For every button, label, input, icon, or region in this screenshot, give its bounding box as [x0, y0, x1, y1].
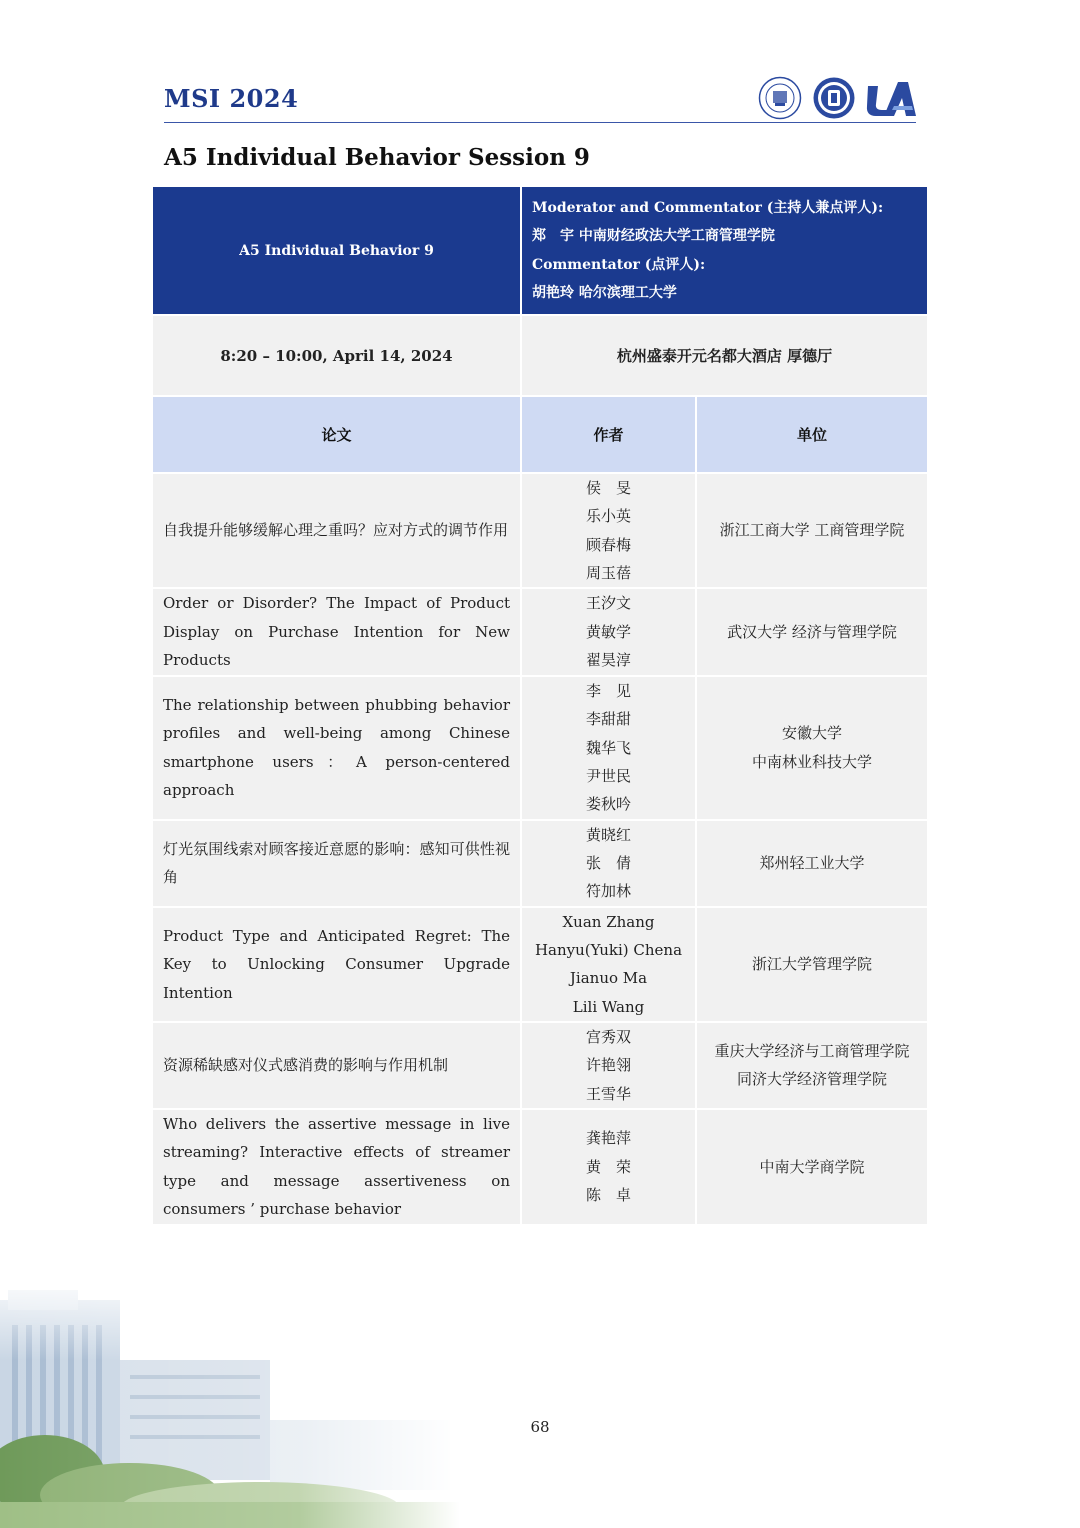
- unit-name: 重庆大学经济与工商管理学院: [714, 1041, 910, 1060]
- paper-unit: [697, 589, 927, 677]
- commentator-label: Commentator (点评人):: [532, 256, 706, 273]
- paper-unit: [697, 908, 927, 1023]
- author-name: 符加林: [585, 882, 631, 901]
- author-name: 宫秀双: [585, 1027, 631, 1046]
- moderator-info: [522, 187, 927, 316]
- author-name: 李甜甜: [585, 710, 631, 729]
- author-name: 翟昊淳: [585, 651, 631, 670]
- paper-title: 灯光氛围线索对顾客接近意愿的影响：感知可供性视角: [153, 821, 522, 908]
- paper-unit: [697, 821, 927, 908]
- author-name: Xuan Zhang: [562, 912, 655, 931]
- commentator-name: 胡艳玲 哈尔滨理工大学: [532, 285, 677, 301]
- session-time: 8:20 – 10:00, April 14, 2024: [153, 316, 522, 397]
- author-name: 顾春梅: [585, 535, 631, 554]
- paper-unit: [697, 677, 927, 821]
- paper-authors: [522, 677, 697, 821]
- column-header-paper: 论文: [153, 397, 522, 474]
- author-name: 黄晓红: [585, 825, 631, 844]
- author-name: 黄敏学: [585, 622, 631, 641]
- paper-unit: [697, 1023, 927, 1110]
- author-name: 魏华飞: [585, 738, 631, 757]
- unit-name: 浙江工商大学 工商管理学院: [719, 521, 905, 540]
- paper-title: Product Type and Anticipated Regret: The Key to Unlocking Consumer Upgrade Intention: [153, 908, 522, 1023]
- paper-title: Who delivers the assertive message in live streaming? Interactive effects of streamer type and message assertiveness on consumers ’ purchase behavior: [153, 1110, 522, 1226]
- unit-name: 郑州轻工业大学: [759, 853, 865, 872]
- unit-name: 同济大学经济管理学院: [736, 1070, 887, 1089]
- paper-authors: [522, 1110, 697, 1226]
- paper-title: Order or Disorder? The Impact of Product Display on Purchase Intention for New Products: [153, 589, 522, 677]
- session-schedule-table: [153, 187, 927, 1226]
- table-row: [153, 1023, 927, 1110]
- ua-logo-icon: [864, 76, 918, 120]
- unit-name: 中南大学商学院: [759, 1157, 865, 1176]
- author-name: 龚艳萍: [585, 1129, 631, 1148]
- paper-title: 自我提升能够缓解心理之重吗？应对方式的调节作用: [153, 474, 522, 589]
- author-name: 王雪华: [585, 1084, 631, 1103]
- table-row: [153, 589, 927, 677]
- author-name: Lili Wang: [572, 997, 645, 1016]
- unit-name: 武汉大学 经济与管理学院: [727, 622, 897, 641]
- session-info-row: [153, 187, 927, 316]
- author-name: Jianuo Ma: [569, 969, 648, 988]
- table-row: [153, 1110, 927, 1226]
- table-header-row: [153, 397, 927, 474]
- page-number: 68: [530, 1418, 550, 1436]
- session-name: A5 Individual Behavior 9: [153, 187, 522, 316]
- column-header-authors: 作者: [522, 397, 697, 474]
- author-name: 陈 卓: [585, 1186, 631, 1205]
- unit-name: 安徽大学: [781, 724, 842, 743]
- author-name: 王汐文: [585, 594, 631, 613]
- session-venue: 杭州盛泰开元名都大酒店 厚德厅: [522, 316, 927, 397]
- unit-name: 浙江大学管理学院: [751, 955, 872, 974]
- moderator-name: 郑 宇 中南财经政法大学工商管理学院: [532, 228, 775, 244]
- paper-authors: [522, 474, 697, 589]
- table-row: [153, 821, 927, 908]
- author-name: 张 倩: [585, 854, 631, 873]
- author-name: 侯 旻: [585, 479, 631, 497]
- header-divider: [164, 122, 916, 123]
- paper-authors: [522, 908, 697, 1023]
- author-name: 尹世民: [585, 766, 631, 785]
- unit-name: 中南林业科技大学: [751, 752, 872, 771]
- section-title: A5 Individual Behavior Session 9: [164, 144, 590, 171]
- paper-authors: [522, 821, 697, 908]
- paper-authors: [522, 589, 697, 677]
- paper-authors: [522, 1023, 697, 1110]
- page-header-title: MSI 2024: [164, 84, 299, 113]
- time-venue-row: [153, 316, 927, 397]
- author-name: 娄秋吟: [585, 795, 631, 814]
- table-row: [153, 908, 927, 1023]
- author-name: 许艳翎: [585, 1056, 631, 1075]
- table-row: [153, 474, 927, 589]
- author-name: 李 见: [585, 681, 631, 700]
- author-name: Hanyu(Yuki) Chena: [534, 940, 683, 959]
- campus-building-background-image: [0, 1270, 460, 1528]
- author-name: 周玉蓓: [585, 563, 631, 582]
- column-header-unit: 单位: [697, 397, 927, 474]
- paper-unit: [697, 1110, 927, 1226]
- university-emblem-icon: [812, 76, 856, 120]
- paper-title: The relationship between phubbing behavior profiles and well-being among Chinese smartphone users：A person-centered approach: [153, 677, 522, 821]
- moderator-label: Moderator and Commentator (主持人兼点评人):: [532, 199, 884, 216]
- table-row: [153, 677, 927, 821]
- university-seal-icon: [758, 76, 802, 120]
- paper-title: 资源稀缺感对仪式感消费的影响与作用机制: [153, 1023, 522, 1110]
- paper-unit: [697, 474, 927, 589]
- author-name: 黄 荣: [585, 1157, 631, 1176]
- author-name: 乐小英: [585, 507, 631, 526]
